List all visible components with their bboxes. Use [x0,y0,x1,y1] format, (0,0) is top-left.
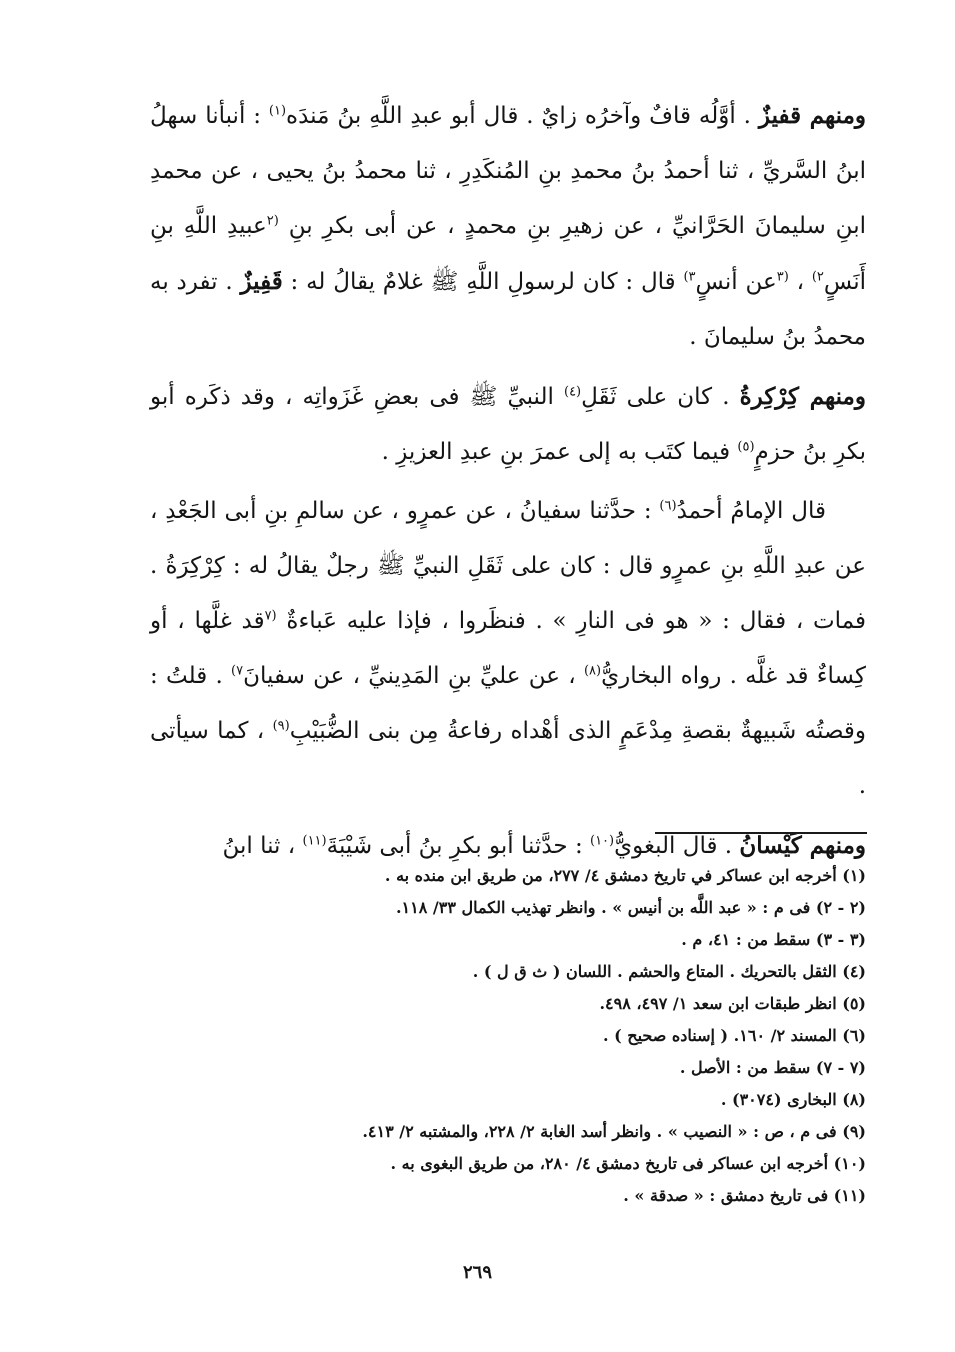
text-run: عبيدِ اللَّهِ بنِ أَنَسٍ [150,213,866,295]
paragraph [150,88,866,365]
text-run: عن أنسٍ [695,269,777,295]
footnote-marker: (٣ [776,269,789,285]
footnote: (١٠) أخرجه ابن عساكر فى تاريخ دمشق ٤/ ٢٨٠، من طريق البغوى به . [390,1154,866,1173]
footnote: (٨) البخارى (٣٠٧٤) . [720,1090,866,1109]
text-run: . قال البغويُّ [614,833,740,859]
text-run: : حدَّثنا سفيانُ ، عن عمرٍو ، عن سالمِ بنِ أبى الجَعْدِ ، عن عبدِ اللَّهِ بنِ عمرٍو قال : كان على ثَقَلِ النبيِّ ﷺ رجلٌ يقالُ له : كِرْكِرَةُ . فمات ، فقال : « هو فى النارِ » . فنظَروا ، فإذا عليه عَباءةٌ [150,498,866,634]
footnote: (١) أخرجه ابن عساكر في تاريخ دمشق ٤/ ٢٧٧، من طريق ابن منده به . [384,866,866,885]
footnote-marker: (٤) [563,384,582,400]
footnote: (٩) فى م ، ص : « النصيب » . وانظر أسد الغابة ٢/ ٢٢٨، والمشتبه ٢/ ٤١٣. [362,1122,866,1141]
text-run: قال : كان لرسولِ اللَّهِ ﷺ غلامٌ يقالُ له : [282,269,684,295]
footnote-marker: (١٠) [590,833,615,849]
text-run: : أنبأنا سهلُ ابنُ السَّريِّ ، ثنا أحمدُ بنُ محمدِ بنِ المُنكَدِرِ ، ثنا محمدُ بنُ يحيى ، عن محمدِ ابنِ سليمانَ الحَرَّانيِّ ، عن زهيرِ بنِ محمدٍ ، عن أبى بكرِ بنِ [150,103,866,239]
text-run: ، كما سيأتى . [150,718,866,799]
text-run: . كان على ثَقَلِ [581,384,740,410]
text-run: : حدَّثنا أبو بكرِ بنُ أبى شَيْبَةَ [326,833,590,859]
footnote-marker: (٦) [659,498,677,514]
text-run: فيما كتَب به إلى عمرَ بنِ عبدِ العزيزِ . [381,439,738,465]
page-number: ٢٦٩ [462,1262,492,1283]
footnote: (١١) فى تاريخ دمشق : « صدقة » . [623,1186,866,1205]
footnote-marker: (٨) [583,663,602,679]
text-run: قد غلَّها ، أو كِساءٌ قد غلَّه . رواه البخاريُّ [150,608,866,689]
entry-heading: ومنهم قفيزٌ [758,102,867,129]
text-run: قال الإمامُ أحمدُ [676,498,826,524]
entry-heading: ومنهم كَيْسانُ [739,832,866,859]
text-run: . تفرد به محمدُ بنُ سليمانَ . [150,269,866,350]
footnote: (٤) الثقل بالتحريك . المتاع والحشم . اللسان ( ث ق ل ) . [472,962,866,981]
footnote: (٦) المسند ٢/ ١٦٠. ( إسناده صحيح ) . [602,1026,866,1045]
footnote: (٥) انظر طبقات ابن سعد ١/ ٤٩٧، ٤٩٨. [599,994,866,1013]
paragraph [150,484,866,814]
footnote-separator-rule [655,832,867,834]
footnote-marker: (٥) [737,439,755,455]
entry-heading: ومنهم كِرْكِرةُ [739,383,866,410]
footnote-marker: (٩) [272,718,290,734]
footnote-marker: (٢ [266,213,279,229]
text-run: . قلتُ : وقصتُه شَبيهةٌ بقصةِ مِدْعَمٍ الذى أهْداه رفاعةُ مِن بنى الضُّبَيْبِ [150,663,866,744]
footnote: (٧ - ٧) سقط من : الأصل . [679,1058,866,1077]
footnote-marker: ٣) [683,269,696,285]
entry-heading: قَفِيزٌ [240,268,283,295]
footnote-marker: (١) [268,103,287,119]
paragraph [150,369,866,480]
footnote: (٣ - ٣) سقط من : ٤١، م . [681,930,866,949]
text-run: النبيِّ ﷺ فى بعضِ غَزَواتِه ، وقد ذكَره أبو بكرِ بنُ حزمٍ [150,384,866,465]
footnote-marker: ٧) [231,663,244,679]
footnote: (٢ - ٢) فى م : « عبد اللَّه بن أنيس » . وانظر تهذيب الكمال ٣٣/ ١١٨. [395,898,866,917]
text-run: ، ثنا ابنُ [222,833,303,859]
text-run: ، [788,269,812,295]
text-run: . أوَّلُه قافٌ وآخرُه زايٌ . قال أبو عبدِ اللَّهِ بنُ مَندَه [286,103,759,129]
main-text-body [150,88,866,874]
footnotes-section [300,860,866,1212]
footnote-marker: ٢) [811,269,824,285]
text-run: ، عن عليِّ بنِ المَدِينيِّ ، عن سفيانَ [243,663,584,689]
footnote-marker: (١١) [302,833,327,849]
footnote-marker: (٧ [264,608,277,624]
